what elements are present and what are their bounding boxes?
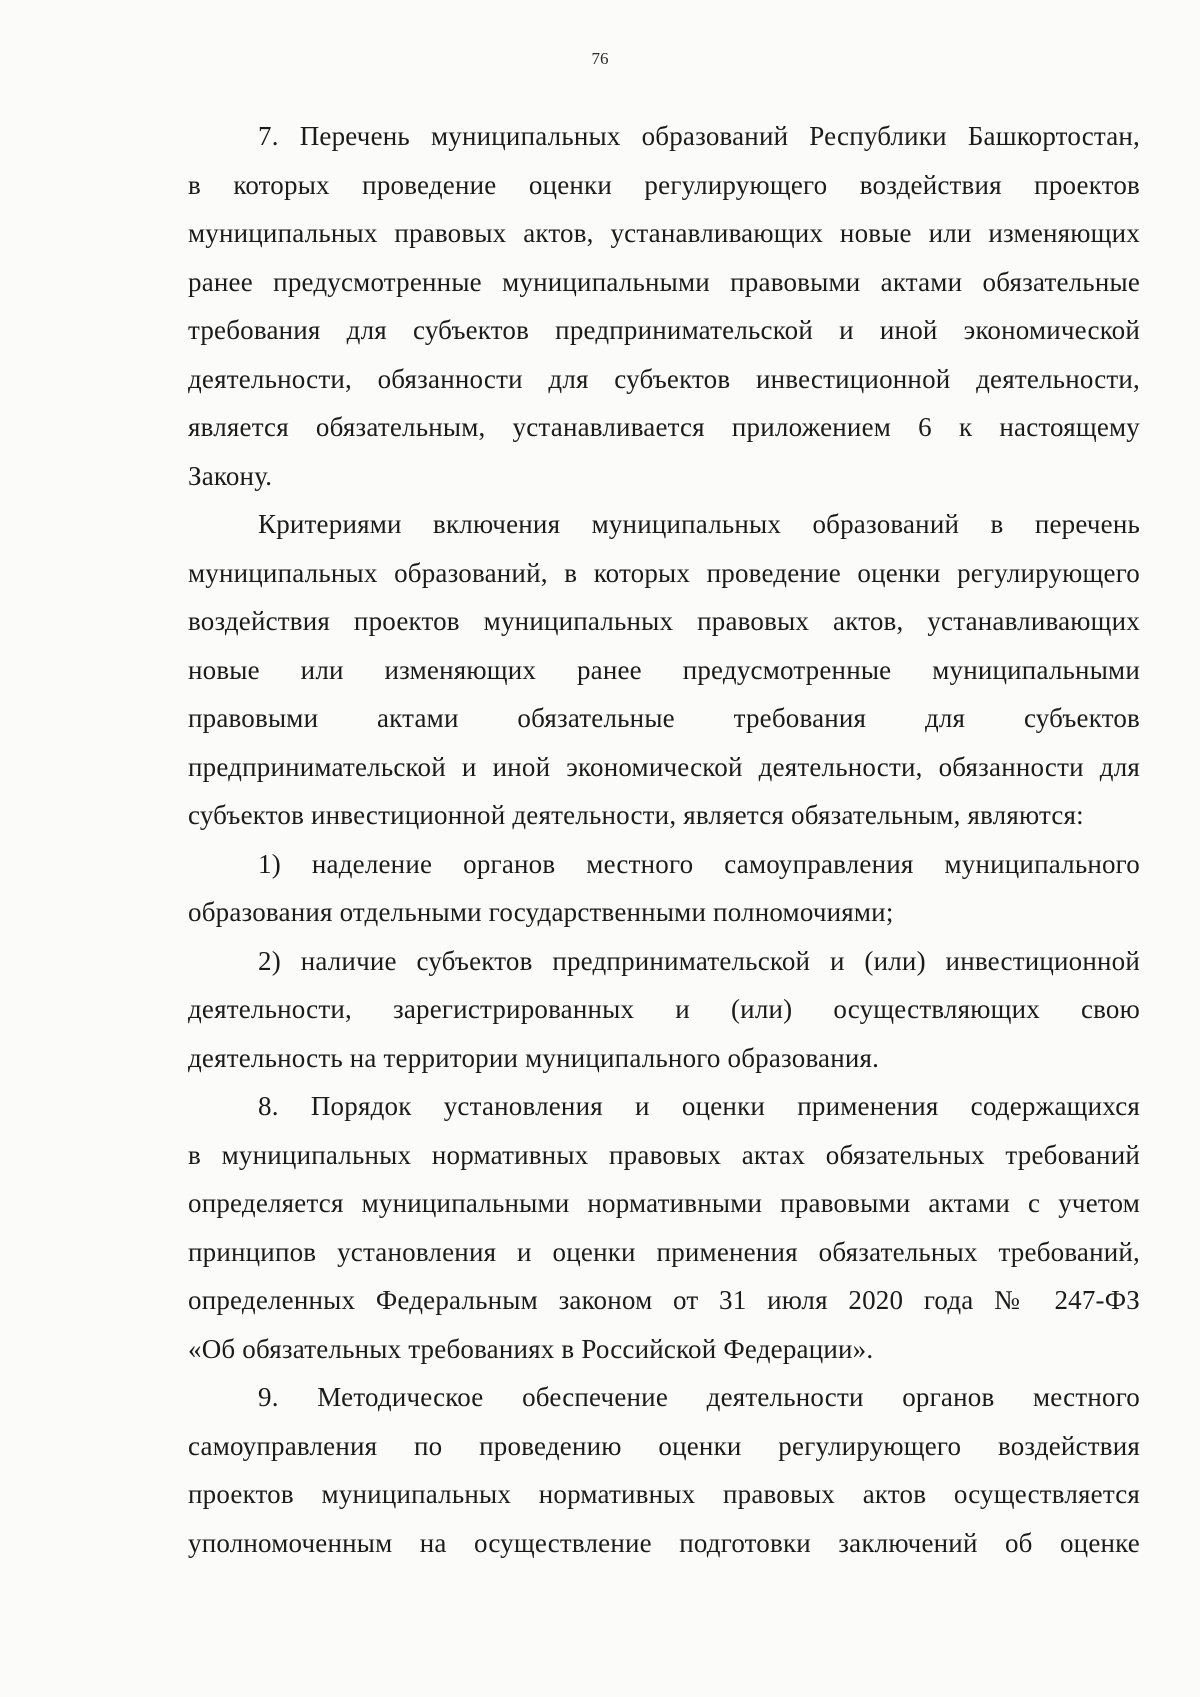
page-number: 76 — [591, 49, 609, 68]
text-line: Критериями включения муниципальных образований в перечень — [258, 509, 1140, 539]
list-item-1 — [188, 840, 1140, 937]
paragraph-9 — [188, 1373, 1140, 1567]
list-item-2 — [188, 937, 1140, 1083]
text-line: является обязательным, устанавливается приложением 6 к настоящему — [188, 412, 1140, 442]
text-line: Закону. — [188, 460, 273, 491]
text-line: 1) наделение органов местного самоуправления муниципального — [258, 848, 1140, 879]
text-line: 7. Перечень муниципальных образований Республики Башкортостан, — [258, 121, 1140, 151]
text-line: в которых проведение оценки регулирующего воздействия проектов — [188, 169, 1140, 200]
text-line: субъектов инвестиционной деятельности, является обязательным, являются: — [188, 800, 1084, 830]
text-line: определяется муниципальными нормативными правовыми актами с учетом — [188, 1188, 1140, 1218]
paragraph-8 — [188, 1082, 1140, 1373]
text-line: самоуправления по проведению оценки регулирующего воздействия — [188, 1430, 1140, 1461]
document-body — [188, 112, 1140, 1567]
text-line: новые или изменяющих ранее предусмотренные муниципальными — [188, 654, 1140, 685]
text-line: в муниципальных нормативных правовых актах обязательных требований — [188, 1139, 1140, 1170]
text-line: ранее предусмотренные муниципальными правовыми актами обязательные — [188, 266, 1140, 297]
text-line: муниципальных правовых актов, устанавливающих новые или изменяющих — [188, 218, 1140, 248]
text-line: принципов установления и оценки применения обязательных требований, — [188, 1236, 1140, 1267]
text-line: деятельности, обязанности для субъектов инвестиционной деятельности, — [188, 363, 1140, 394]
text-line: деятельность на территории муниципального образования. — [188, 1042, 880, 1073]
text-line: определенных Федеральным законом от 31 июля 2020 года № 247-ФЗ — [188, 1285, 1140, 1315]
text-line: 2) наличие субъектов предпринимательской и (или) инвестиционной — [258, 945, 1140, 976]
text-line: «Об обязательных требованиях в Российской Федерации». — [188, 1333, 874, 1364]
text-line: воздействия проектов муниципальных правовых актов, устанавливающих — [188, 606, 1140, 636]
paragraph-criteria — [188, 500, 1140, 840]
paragraph-7 — [188, 112, 1140, 500]
text-line: проектов муниципальных нормативных правовых актов осуществляется — [188, 1479, 1140, 1509]
text-line: уполномоченным на осуществление подготовки заключений об оценке — [188, 1527, 1140, 1558]
text-line: 9. Методическое обеспечение деятельности органов местного — [258, 1382, 1140, 1412]
text-line: правовыми актами обязательные требования для субъектов — [188, 703, 1140, 733]
text-line: предпринимательской и иной экономической деятельности, обязанности для — [188, 751, 1140, 782]
text-line: требования для субъектов предпринимательской и иной экономической — [188, 315, 1140, 345]
text-line: образования отдельными государственными полномочиями; — [188, 897, 894, 927]
text-line: муниципальных образований, в которых проведение оценки регулирующего — [188, 557, 1140, 588]
text-line: деятельности, зарегистрированных и (или) осуществляющих свою — [188, 994, 1140, 1024]
text-line: 8. Порядок установления и оценки применения содержащихся — [258, 1091, 1140, 1121]
